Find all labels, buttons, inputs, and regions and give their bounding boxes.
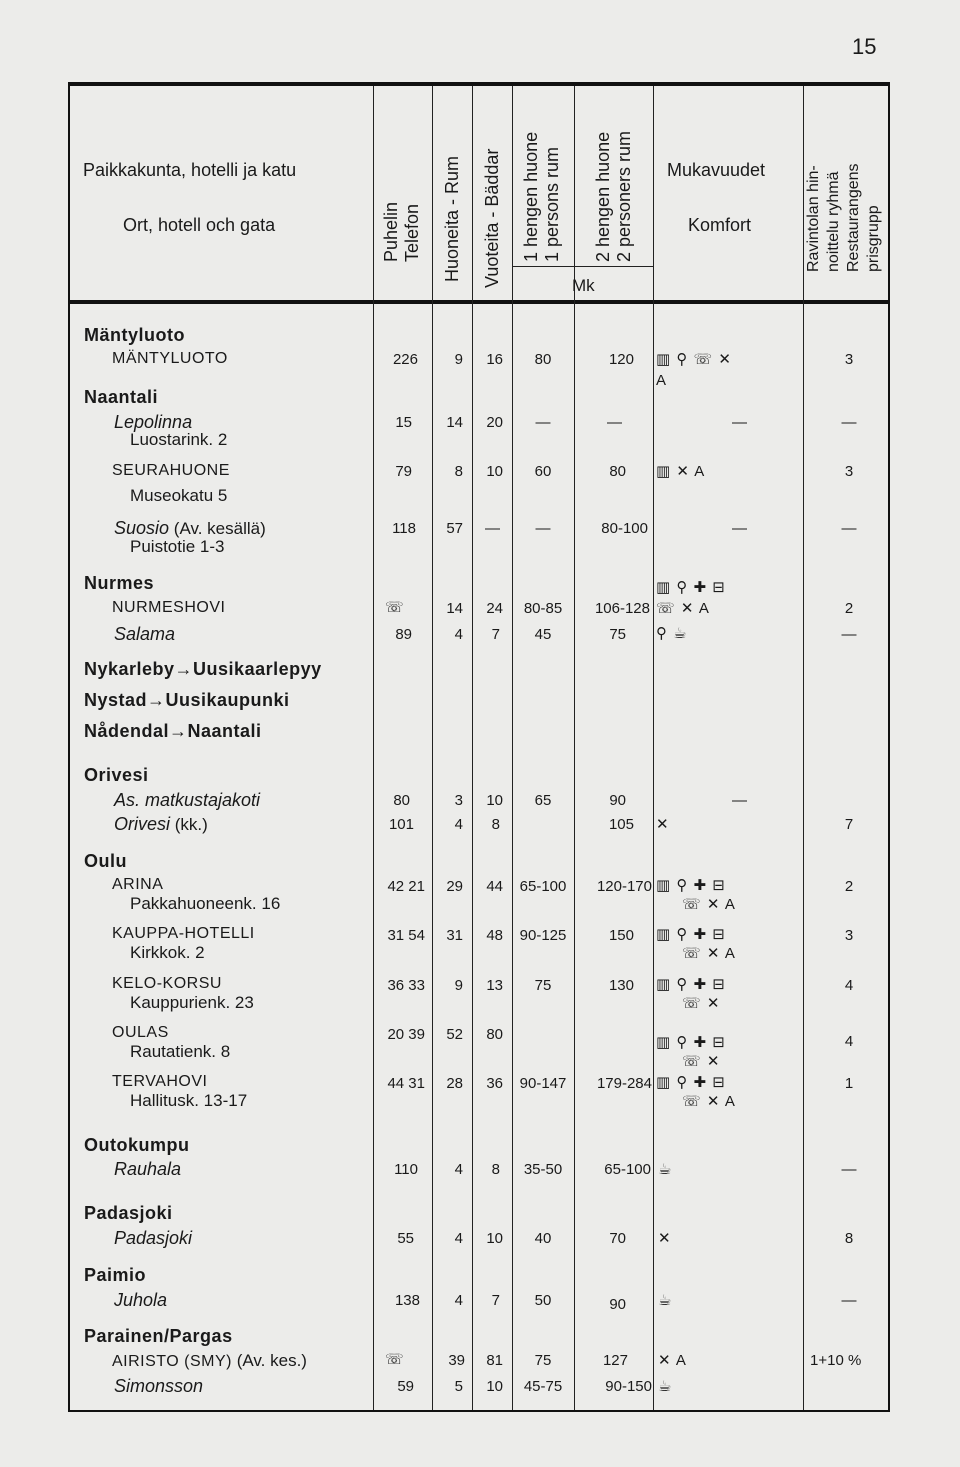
comfort-symbols: ☏ ✕ bbox=[682, 995, 721, 1012]
city-heading: Naantali bbox=[84, 387, 159, 407]
beds: 44 bbox=[486, 878, 503, 895]
single-price: 65-100 bbox=[519, 878, 567, 895]
table-frame bbox=[68, 82, 890, 1412]
price-group: 4 bbox=[844, 1033, 854, 1050]
single-price: 75 bbox=[534, 1352, 552, 1369]
city-heading: Orivesi bbox=[84, 765, 149, 785]
street: Kirkkok. 2 bbox=[130, 943, 205, 962]
comfort-symbols: A bbox=[656, 372, 668, 389]
price-group: 3 bbox=[844, 351, 854, 368]
street: Hallitusk. 13-17 bbox=[130, 1091, 248, 1110]
comfort-symbols: ▥ ⚲ ✚ ⊟ bbox=[656, 1034, 726, 1051]
single-price: 35-50 bbox=[523, 1161, 563, 1178]
phone: 15 bbox=[395, 414, 412, 431]
comfort-symbols: ☏ ✕ A bbox=[682, 945, 736, 962]
double-price: 179-284 bbox=[596, 1075, 652, 1092]
comfort-symbols: ✕ A bbox=[658, 1352, 687, 1369]
rooms: 9 bbox=[454, 977, 463, 994]
double-price: 90 bbox=[609, 792, 626, 809]
rooms: 14 bbox=[446, 414, 463, 431]
header-currency: Mk bbox=[572, 276, 595, 295]
hotel-name: As. matkustajakoti bbox=[114, 790, 261, 810]
beds: 20 bbox=[486, 414, 503, 431]
price-group: 4 bbox=[844, 977, 854, 994]
double-price: 80 bbox=[609, 463, 626, 480]
comfort-symbols: ▥ ⚲ ✚ ⊟ bbox=[656, 976, 726, 993]
phone: 110 bbox=[394, 1161, 418, 1178]
hotel-name: Suosio (Av. kesällä) bbox=[114, 518, 266, 538]
hotel-name: Simonsson bbox=[114, 1376, 204, 1396]
header-single: 1 hengen huone 1 persons rum bbox=[521, 131, 562, 262]
price-group: — bbox=[841, 414, 857, 431]
rooms: 28 bbox=[446, 1075, 463, 1092]
comfort-symbols: ▥ ⚲ ☏ ✕ bbox=[656, 351, 732, 368]
phone: 226 bbox=[392, 351, 418, 368]
street: Rautatienk. 8 bbox=[130, 1042, 231, 1061]
single-price: 75 bbox=[534, 977, 552, 994]
comfort-symbols: ☕ bbox=[658, 1292, 673, 1309]
comfort-symbols: ⚲ ☕ bbox=[656, 625, 688, 642]
double-price: 80-100 bbox=[601, 520, 648, 537]
city-heading: Outokumpu bbox=[84, 1135, 190, 1155]
rooms: 4 bbox=[454, 1161, 463, 1178]
hotel-name: Juhola bbox=[114, 1290, 168, 1310]
rooms: 8 bbox=[454, 463, 463, 480]
comfort-symbols: ☏ ✕ A bbox=[682, 1093, 736, 1110]
price-group: 2 bbox=[844, 600, 854, 617]
rooms: 57 bbox=[446, 520, 463, 537]
rooms: 3 bbox=[454, 792, 463, 809]
city-heading: Oulu bbox=[84, 851, 127, 871]
beds: — bbox=[485, 520, 500, 537]
phone: 79 bbox=[395, 463, 412, 480]
col-divider bbox=[803, 86, 804, 1410]
beds: 8 bbox=[491, 1161, 500, 1178]
header-rooms: Huoneita - Rum bbox=[442, 155, 462, 282]
beds: 10 bbox=[486, 1230, 503, 1247]
phone: 118 bbox=[392, 520, 416, 537]
rooms: 52 bbox=[446, 1026, 463, 1043]
comfort-symbols: ☏ ✕ A bbox=[656, 600, 710, 617]
phone: 42 21 bbox=[387, 878, 425, 895]
double-price: 127 bbox=[602, 1352, 628, 1369]
phone: 55 bbox=[397, 1230, 414, 1247]
price-group: 1+10 % bbox=[810, 1352, 862, 1369]
beds: 13 bbox=[486, 977, 503, 994]
street: Museokatu 5 bbox=[130, 486, 228, 505]
single-price: 60 bbox=[534, 463, 552, 480]
col-divider bbox=[373, 86, 374, 1410]
beds: 81 bbox=[486, 1352, 503, 1369]
comfort-symbols: ▥ ⚲ ✚ ⊟ bbox=[656, 1074, 726, 1091]
city-heading: Mäntyluoto bbox=[84, 325, 185, 345]
cross-reference: Nådendal→Naantali bbox=[84, 721, 262, 741]
rooms: 4 bbox=[454, 1292, 463, 1309]
street: Puistotie 1-3 bbox=[130, 537, 225, 556]
city-heading: Parainen/Pargas bbox=[84, 1326, 233, 1346]
double-price: 75 bbox=[609, 626, 626, 643]
price-group: — bbox=[841, 1292, 857, 1309]
hotel-name: Orivesi (kk.) bbox=[114, 814, 208, 834]
double-price: 70 bbox=[609, 1230, 626, 1247]
double-price: 105 bbox=[608, 816, 634, 833]
street: Pakkahuoneenk. 16 bbox=[130, 894, 281, 913]
hotel-name: NURMESHOVI bbox=[112, 599, 226, 616]
col-divider bbox=[432, 86, 433, 1410]
comfort-symbols: ▥ ✕ A bbox=[656, 463, 706, 480]
double-price: 90 bbox=[609, 1296, 626, 1313]
beds: 7 bbox=[491, 1292, 500, 1309]
single-price: 90-125 bbox=[519, 927, 567, 944]
comfort-symbols: ▥ ⚲ ✚ ⊟ bbox=[656, 579, 726, 596]
hotel-name: SEURAHUONE bbox=[112, 462, 230, 479]
rooms: 4 bbox=[454, 626, 463, 643]
single-price: 45-75 bbox=[523, 1378, 563, 1395]
single-price: 50 bbox=[534, 1292, 552, 1309]
double-price: 90-150 bbox=[605, 1378, 652, 1395]
rooms: 39 bbox=[448, 1352, 465, 1369]
double-price: 150 bbox=[608, 927, 634, 944]
price-group: 2 bbox=[844, 878, 854, 895]
phone: 44 31 bbox=[387, 1075, 425, 1092]
city-heading: Paimio bbox=[84, 1265, 147, 1285]
beds: 10 bbox=[486, 1378, 503, 1395]
col-divider bbox=[653, 86, 654, 1410]
comfort-symbols: ✕ bbox=[658, 1230, 672, 1247]
single-price: 40 bbox=[534, 1230, 552, 1247]
hotel-name: AIRISTO (SMY) (Av. kes.) bbox=[112, 1351, 307, 1370]
phone: 101 bbox=[388, 816, 414, 833]
mk-divider bbox=[512, 266, 653, 267]
hotel-name: Salama bbox=[114, 624, 176, 644]
page-number: 15 bbox=[852, 34, 877, 59]
col-divider bbox=[512, 86, 513, 1410]
beds: 48 bbox=[486, 927, 503, 944]
beds: 24 bbox=[486, 600, 503, 617]
header-place-fi: Paikkakunta, hotelli ja katu bbox=[83, 160, 297, 180]
single-price: — bbox=[535, 414, 551, 431]
beds: 7 bbox=[491, 626, 500, 643]
single-price: 45 bbox=[534, 626, 552, 643]
single-price: 90-147 bbox=[519, 1075, 567, 1092]
phone: 80 bbox=[393, 792, 410, 809]
beds: 10 bbox=[486, 463, 503, 480]
phone-icon: ☏ bbox=[385, 599, 404, 616]
beds: 16 bbox=[486, 351, 503, 368]
comfort-symbols: ☏ ✕ A bbox=[682, 896, 736, 913]
col-divider bbox=[472, 86, 473, 1410]
comfort-symbols: ✕ bbox=[656, 816, 670, 833]
hotel-name: MÄNTYLUOTO bbox=[112, 350, 228, 367]
price-group: — bbox=[841, 1161, 857, 1178]
header-divider bbox=[70, 300, 888, 304]
hotel-name: Padasjoki bbox=[114, 1228, 193, 1248]
header-group: Ravintolan hin- noittelu ryhmä Restaurangens prisgrupp bbox=[805, 163, 882, 272]
beds: 8 bbox=[491, 816, 500, 833]
phone-icon: ☏ bbox=[385, 1351, 404, 1368]
comfort-symbols: ☕ bbox=[658, 1378, 673, 1395]
single-price: 80-85 bbox=[523, 600, 563, 617]
double-price: 120 bbox=[608, 351, 634, 368]
double-price: 65-100 bbox=[604, 1161, 651, 1178]
price-group: 7 bbox=[844, 816, 854, 833]
comfort-symbols: ▥ ⚲ ✚ ⊟ bbox=[656, 926, 726, 943]
rooms: 4 bbox=[454, 1230, 463, 1247]
price-group: 8 bbox=[844, 1230, 854, 1247]
hotel-name: Rauhala bbox=[114, 1159, 182, 1179]
hotel-name: OULAS bbox=[112, 1024, 169, 1041]
comfort-symbols: ☏ ✕ bbox=[682, 1053, 721, 1070]
cross-reference: Nykarleby→Uusikaarlepyy bbox=[84, 659, 322, 679]
comfort-symbols: ☕ bbox=[658, 1161, 673, 1178]
phone: 59 bbox=[397, 1378, 414, 1395]
hotel-name: TERVAHOVI bbox=[112, 1073, 208, 1090]
header-place-sv: Ort, hotell och gata bbox=[123, 215, 276, 235]
cross-reference: Nystad→Uusikaupunki bbox=[84, 690, 290, 710]
single-price: — bbox=[535, 520, 551, 537]
beds: 10 bbox=[486, 792, 503, 809]
single-price: 65 bbox=[534, 792, 552, 809]
city-heading: Nurmes bbox=[84, 573, 155, 593]
phone: 89 bbox=[395, 626, 412, 643]
city-heading: Padasjoki bbox=[84, 1203, 173, 1223]
price-group: — bbox=[841, 626, 857, 643]
comfort-symbols: — bbox=[732, 792, 747, 809]
header-comfort-fi: Mukavuudet bbox=[667, 160, 766, 180]
phone: 138 bbox=[394, 1292, 420, 1309]
double-price: 130 bbox=[608, 977, 634, 994]
rooms: 4 bbox=[454, 816, 463, 833]
rooms: 29 bbox=[446, 878, 463, 895]
phone: 36 33 bbox=[387, 977, 425, 994]
header-double: 2 hengen huone 2 personers rum bbox=[593, 130, 634, 262]
price-group: 3 bbox=[844, 927, 854, 944]
rooms: 14 bbox=[446, 600, 463, 617]
rooms: 5 bbox=[454, 1378, 463, 1395]
street: Kauppurienk. 23 bbox=[130, 993, 254, 1012]
hotel-name: KELO-KORSU bbox=[112, 975, 222, 992]
double-price: 106-128 bbox=[594, 600, 650, 617]
phone: 20 39 bbox=[387, 1026, 425, 1043]
header-phone: Puhelin Telefon bbox=[381, 201, 422, 262]
single-price: 80 bbox=[534, 351, 552, 368]
double-price: — bbox=[607, 414, 622, 431]
header-comfort-sv: Komfort bbox=[688, 215, 752, 235]
comfort-symbols: ▥ ⚲ ✚ ⊟ bbox=[656, 877, 726, 894]
hotel-name: KAUPPA-HOTELLI bbox=[112, 925, 255, 942]
hotel-name: ARINA bbox=[112, 876, 164, 893]
beds: 80 bbox=[486, 1026, 503, 1043]
hotel-name: Lepolinna bbox=[114, 412, 193, 432]
comfort-symbols: — bbox=[732, 414, 747, 431]
phone: 31 54 bbox=[387, 927, 425, 944]
double-price: 120-170 bbox=[596, 878, 652, 895]
rooms: 9 bbox=[454, 351, 463, 368]
price-group: 3 bbox=[844, 463, 854, 480]
comfort-symbols: — bbox=[732, 520, 747, 537]
price-group: 1 bbox=[844, 1075, 854, 1092]
street: Luostarink. 2 bbox=[130, 430, 228, 449]
price-group: — bbox=[841, 520, 857, 537]
rooms: 31 bbox=[446, 927, 463, 944]
beds: 36 bbox=[486, 1075, 503, 1092]
header-beds: Vuoteita - Bäddar bbox=[482, 148, 502, 288]
